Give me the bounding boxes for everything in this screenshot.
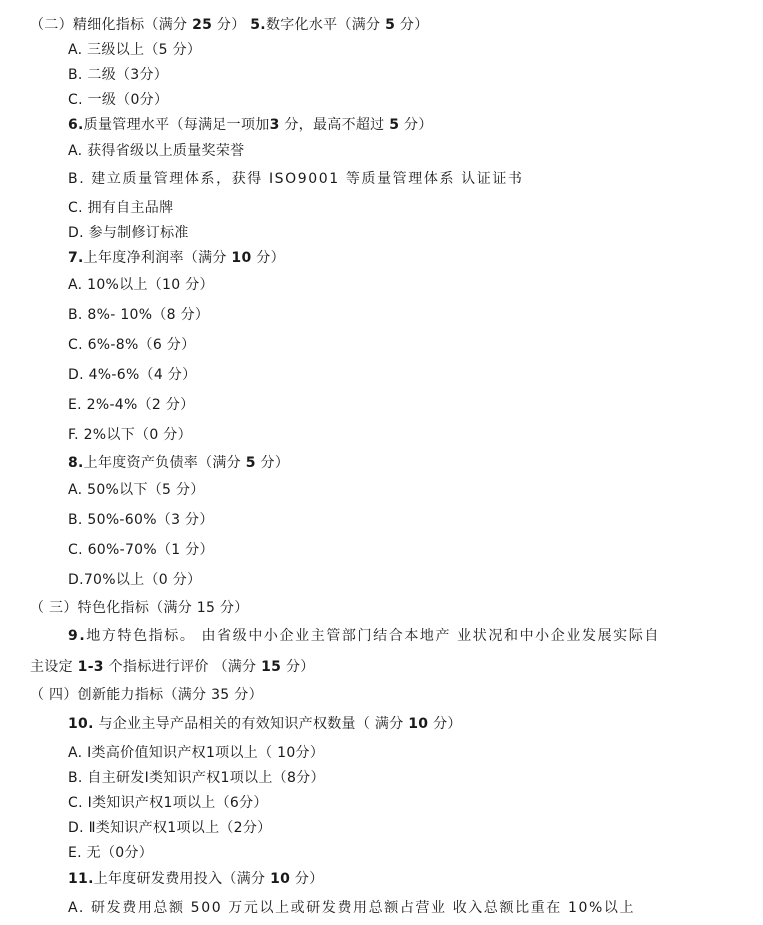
text-segment: B. 8%- 10%（8 分） bbox=[68, 307, 210, 323]
text-segment: 分） bbox=[251, 250, 285, 266]
text-segment: （二）精细化指标（满分 bbox=[30, 17, 193, 33]
text-line bbox=[68, 769, 325, 787]
text-segment: D. 4%-6%（4 分） bbox=[68, 367, 197, 383]
text-line bbox=[68, 276, 214, 294]
text-line bbox=[30, 16, 429, 34]
text-segment: D.70%以上（0 分） bbox=[68, 572, 202, 588]
text-line bbox=[68, 396, 194, 414]
text-segment: B. 自主研发Ⅰ类知识产权1项以上（8分） bbox=[68, 770, 325, 786]
text-segment: F. 2%以下（0 分） bbox=[68, 427, 192, 443]
text-segment: A. 10%以上（10 分） bbox=[68, 277, 214, 293]
text-segment: A. 获得省级以上质量奖荣誉 bbox=[68, 143, 245, 159]
text-line bbox=[68, 142, 244, 160]
text-segment: 分） bbox=[395, 17, 429, 33]
text-line bbox=[68, 511, 214, 529]
text-segment: 分） bbox=[290, 871, 324, 887]
text-segment: 5 bbox=[389, 117, 400, 133]
text-line bbox=[68, 571, 201, 589]
text-segment: 5 bbox=[385, 17, 396, 33]
text-line bbox=[68, 91, 168, 109]
text-segment: 10 bbox=[231, 250, 252, 266]
text-line bbox=[30, 599, 249, 617]
text-line bbox=[68, 336, 195, 354]
text-line bbox=[68, 794, 268, 812]
text-line bbox=[68, 41, 201, 59]
text-segment: 9. bbox=[68, 628, 87, 644]
text-line bbox=[68, 199, 173, 217]
text-segment: 5 bbox=[245, 455, 256, 471]
text-line bbox=[68, 627, 660, 645]
text-segment: 分） bbox=[281, 659, 315, 675]
text-line bbox=[68, 426, 192, 444]
text-segment: （ 四）创新能力指标（满分 35 分） bbox=[30, 687, 263, 703]
text-segment: E. 无（0分） bbox=[68, 845, 154, 861]
text-segment: E. 2%-4%（2 分） bbox=[68, 397, 195, 413]
text-segment: （ 三）特色化指标（满分 15 分） bbox=[30, 600, 249, 616]
text-line bbox=[68, 66, 168, 84]
text-segment: 分） bbox=[255, 455, 290, 471]
text-segment: 6. bbox=[68, 117, 84, 133]
text-segment: 数字化水平（满分 bbox=[265, 17, 386, 33]
text-segment: A. 50%以下（5 分） bbox=[68, 482, 205, 498]
text-segment: C. 一级（0分） bbox=[68, 92, 169, 108]
text-segment: 分） bbox=[428, 716, 462, 732]
text-segment: 上年度研发费用投入（满分 bbox=[93, 871, 271, 887]
text-line bbox=[68, 249, 285, 267]
text-line bbox=[68, 819, 272, 837]
text-segment: C. 60%-70%（1 分） bbox=[68, 542, 214, 558]
text-segment: 11. bbox=[68, 871, 94, 887]
text-line bbox=[68, 715, 462, 733]
text-segment: A. 三级以上（5 分） bbox=[68, 42, 202, 58]
text-segment: A. 研发费用总额 500 万元以上或研发费用总额占营业 收入总额比重在 10%以上 bbox=[68, 900, 636, 916]
text-segment: 1-3 bbox=[77, 659, 104, 675]
text-line bbox=[30, 686, 263, 704]
text-segment: D. 参与制修订标准 bbox=[68, 225, 189, 241]
text-segment: 分） bbox=[212, 17, 251, 33]
text-segment: 分） bbox=[399, 117, 433, 133]
text-line bbox=[68, 844, 153, 862]
text-segment: 与企业主导产品相关的有效知识产权数量（ 满分 bbox=[93, 716, 409, 732]
text-segment: 10 bbox=[408, 716, 429, 732]
text-segment: C. 拥有自主品牌 bbox=[68, 200, 174, 216]
text-segment: D. Ⅱ类知识产权1项以上（2分） bbox=[68, 820, 272, 836]
text-segment: B. 建立质量管理体系，获得 ISO9001 等质量管理体系 认证证书 bbox=[68, 171, 524, 187]
text-line bbox=[68, 306, 209, 324]
text-segment: 质量管理水平（每满足一项加 bbox=[83, 117, 270, 133]
text-segment: C. 6%-8%（6 分） bbox=[68, 337, 196, 353]
text-line bbox=[68, 170, 524, 188]
text-segment: 3 bbox=[269, 117, 280, 133]
text-segment: 7. bbox=[68, 250, 84, 266]
text-segment: 分，最高不超过 bbox=[279, 117, 390, 133]
text-line bbox=[68, 541, 214, 559]
text-line bbox=[68, 116, 433, 134]
text-segment: 10 bbox=[270, 871, 291, 887]
text-line bbox=[68, 366, 196, 384]
text-segment: 5. bbox=[250, 17, 266, 33]
text-segment: 主设定 bbox=[30, 659, 78, 675]
text-line bbox=[30, 658, 315, 676]
text-segment: 地方特色指标。 由省级中小企业主管部门结合本地产 业状况和中小企业发展实际自 bbox=[86, 628, 660, 644]
text-segment: C. Ⅰ类知识产权1项以上（6分） bbox=[68, 795, 268, 811]
text-segment: 10. bbox=[68, 716, 94, 732]
text-segment: 上年度资产负债率（满分 bbox=[83, 455, 246, 471]
text-line bbox=[68, 744, 324, 762]
text-segment: 个指标进行评价 （满分 bbox=[103, 659, 262, 675]
text-segment: 上年度净利润率（满分 bbox=[83, 250, 232, 266]
text-segment: B. 二级（3分） bbox=[68, 67, 169, 83]
text-segment: 25 bbox=[192, 17, 213, 33]
text-line bbox=[68, 224, 189, 242]
text-segment: B. 50%-60%（3 分） bbox=[68, 512, 214, 528]
text-line bbox=[68, 454, 289, 472]
text-segment: 15 bbox=[261, 659, 282, 675]
text-segment: 8. bbox=[68, 455, 84, 471]
text-line bbox=[68, 899, 635, 917]
text-line bbox=[68, 481, 205, 499]
text-segment: A. Ⅰ类高价值知识产权1项以上（ 10分） bbox=[68, 745, 325, 761]
text-line bbox=[68, 870, 324, 888]
